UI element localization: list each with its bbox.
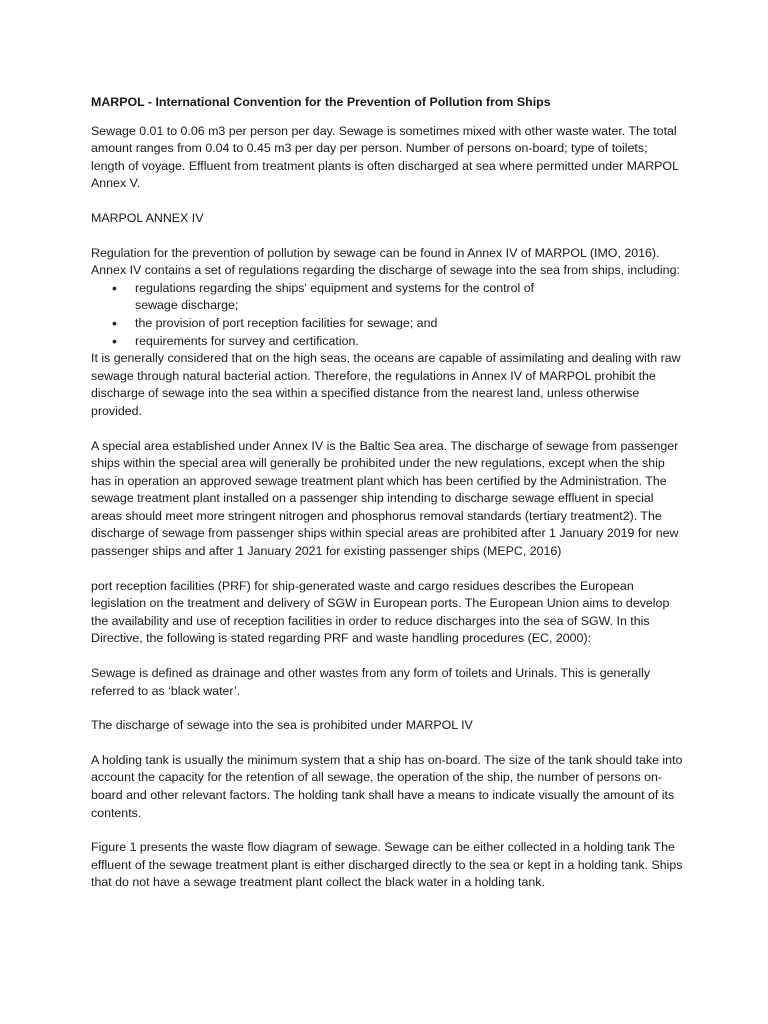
paragraph-sewage-volume: Sewage 0.01 to 0.06 m3 per person per day. Sewage is sometimes mixed with other waste water. The total amount ranges from 0.04 to 0.45 m3 per day per person. Number of persons on-board; type of toilets; length of voyage. Effluent from treatment plants is often discharged at sea where permitted under MARPOL Annex V.: [91, 123, 679, 191]
paragraph-holding-tank: A holding tank is usually the minimum system that a ship has on-board. The size of the tank should take into account the capacity for the retention of all sewage, the operation of the ship, the number of persons on-board and other relevant factors. The holding tank shall have a means to indicate visually the amount of its contents.: [91, 752, 683, 820]
paragraph-annex-iv-regulations: Regulation for the prevention of pollution by sewage can be found in Annex IV of MARPOL (IMO, 2016). Annex IV contains a set of regulations regarding the discharge of sewage into the sea from ships, including:: [91, 245, 680, 278]
list-item: • the provision of port reception facilities for sewage; and: [91, 315, 683, 333]
bullet-list: [91, 280, 683, 350]
document-title: MARPOL - International Convention for the Prevention of Pollution from Ships: [91, 95, 551, 109]
paragraph-discharge-prohibited: The discharge of sewage into the sea is prohibited under MARPOL IV: [91, 718, 473, 733]
list-item: • regulations regarding the ships' equipment and systems for the control of sewage discharge;: [91, 280, 683, 315]
section-heading-annex-iv: MARPOL ANNEX IV: [91, 210, 204, 225]
paragraph-sewage-definition: Sewage is defined as drainage and other wastes from any form of toilets and Urinals. This is generally referred to as ‘black water’.: [91, 666, 651, 698]
paragraph-high-seas: It is generally considered that on the high seas, the oceans are capable of assimilating and dealing with raw sewage through natural bacterial action. Therefore, the regulations in Annex IV of MARPOL prohibit the discharge of sewage into the sea within a specified distance from the nearest land, unless otherwise provided.: [91, 351, 681, 418]
paragraph-waste-flow: Figure 1 presents the waste flow diagram of sewage. Sewage can be either collected in a holding tank The effluent of the sewage treatment plant is either discharged directly to the sea or kept in a holding tank. Ships that do not have a sewage treatment plant collect the black water in a holding tank.: [91, 840, 683, 890]
document-page: [91, 94, 683, 909]
paragraph-port-reception-facilities: port reception facilities (PRF) for ship-generated waste and cargo residues describes the European legislation on the treatment and delivery of SGW in European ports. The European Union aims to develop the availability and use of reception facilities in order to reduce discharges into the sea of SGW. In this Directive, the following is stated regarding PRF and waste handling procedures (EC, 2000):: [91, 578, 670, 646]
list-item: • requirements for survey and certification.: [91, 333, 683, 351]
paragraph-baltic-special-area: A special area established under Annex IV is the Baltic Sea area. The discharge of sewage from passenger ships within the special area will generally be prohibited under the new regulations, except when the ship has in operation an approved sewage treatment plant which has been certified by the Administration. The sewage treatment plant installed on a passenger ship intending to discharge sewage effluent in special areas should meet more stringent nitrogen and phosphorus removal standards (tertiary treatment2). The discharge of sewage from passenger ships within special areas are prohibited after 1 January 2019 for new passenger ships and after 1 January 2021 for existing passenger ships (MEPC, 2016): [91, 438, 679, 559]
